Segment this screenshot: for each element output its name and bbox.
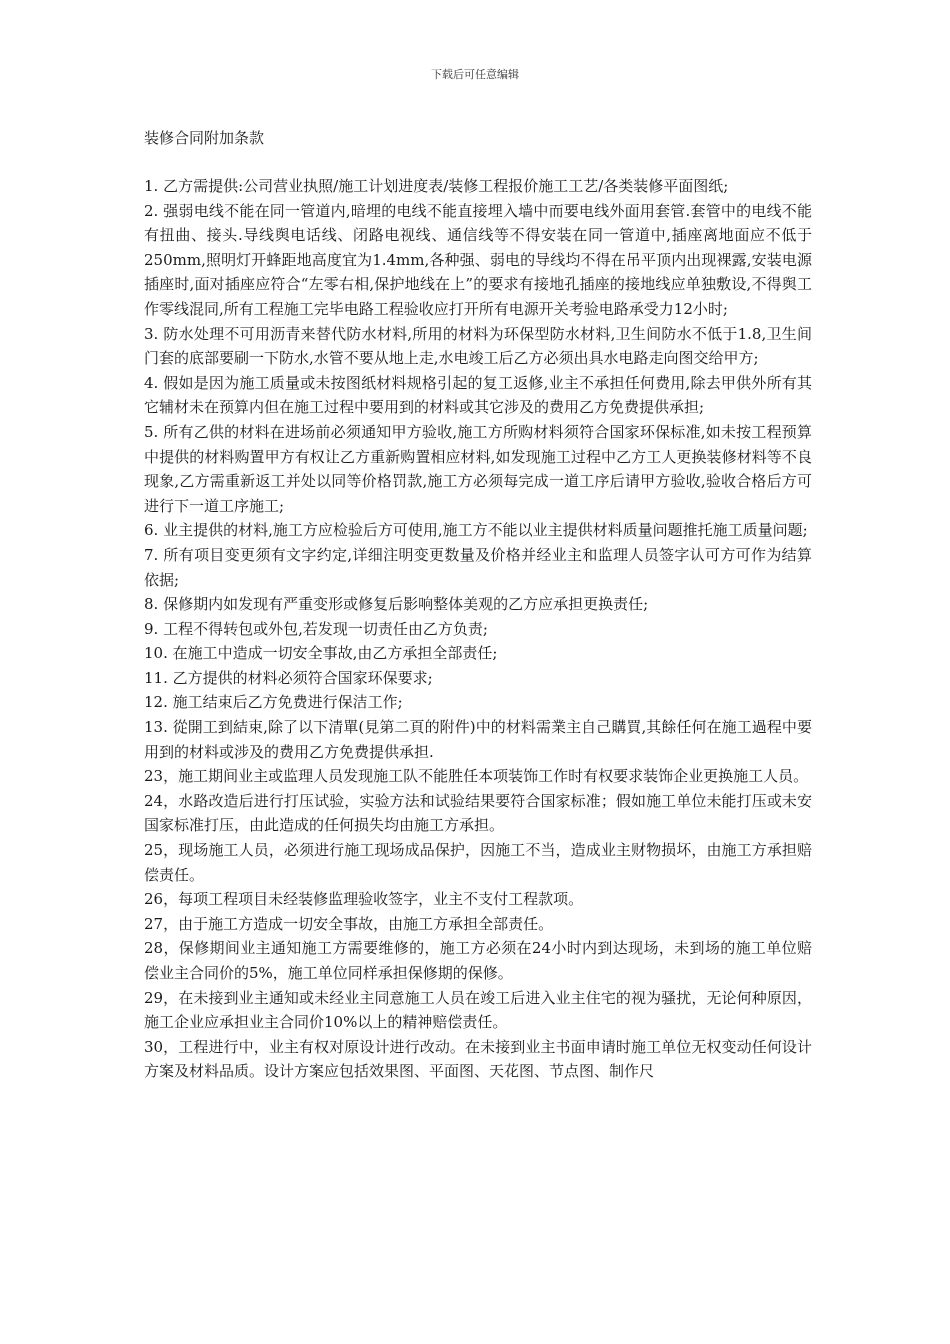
clause-13: 13. 從開工到結束,除了以下清單(見第二頁的附件)中的材料需業主自己購買,其餘任何在施工過程中要用到的材料或涉及的费用乙方免费提供承担. [144, 718, 812, 761]
clause-11: 11. 乙方提供的材料必须符合国家环保要求; [144, 668, 433, 687]
document-body [144, 174, 812, 1084]
document-title: 装修合同附加条款 [144, 129, 265, 147]
clause-27: 27，由于施工方造成一切安全事故，由施工方承担全部责任。 [144, 914, 554, 933]
clause-25: 25，现场施工人员，必须进行施工现场成品保护，因施工不当，造成业主财物损坏，由施工方承担赔偿责任。 [144, 841, 812, 884]
clause-8: 8. 保修期内如发现有严重变形或修复后影响整体美观的乙方应承担更换责任; [144, 595, 649, 614]
clause-30: 30，工程进行中，业主有权对原设计进行改动。在未接到业主书面申请时施工单位无权变动任何设计方案及材料品质。设计方案应包括效果图、平面图、天花图、节点图、制作尺 [144, 1037, 812, 1081]
clause-12: 12. 施工结束后乙方免费进行保洁工作; [144, 693, 403, 712]
clause-26: 26，每项工程项目未经装修监理验收签字，业主不支付工程款项。 [144, 890, 584, 909]
clause-5: 5. 所有乙供的材料在进场前必须通知甲方验收,施工方所购材料须符合国家环保标准,如未按工程预算中提供的材料购置甲方有权让乙方重新购置相应材料,如发现施工过程中乙方工人更换装修材料等不良现象,乙方需重新返工并处以同等价格罚款,施工方必须每完成一道工序后请甲方验收,验收合格后方可进行下一道工序施工; [144, 422, 812, 515]
clause-9: 9. 工程不得转包或外包,若发现一切责任由乙方负责; [144, 619, 488, 638]
clause-2: 2. 强弱电线不能在同一管道内,暗埋的电线不能直接埋入墙中而要电线外面用套管.套管中的电线不能有扭曲、接头.导线舆电话线、闭路电视线、通信线等不得安装在同一管道中,插座离地面应不低于250mm,照明灯开蜂距地高度宜为1.4mm,各种强、弱电的导线均不得在吊平顶内出现裸露,安装电源插座时,面对插座应符合“左零右相,保护地线在上”的要求有接地孔插座的接地线应单独敷设,不得舆工作零线混同,所有工程施工完毕电路工程验收应打开所有电源开关考验电路承受力12小时; [144, 201, 812, 318]
clause-6: 6. 业主提供的材料,施工方应检验后方可使用,施工方不能以业主提供材料质量问题推托施工质量问题; [144, 521, 808, 540]
header-note: 下载后可任意编辑 [431, 68, 519, 81]
clause-4: 4. 假如是因为施工质量或未按图纸材料规格引起的复工返修,业主不承担任何费用,除去甲供外所有其它辅材未在预算内但在施工过程中要用到的材料或其它涉及的费用乙方免费提供承担; [144, 373, 812, 417]
clause-24: 24，水路改造后进行打压试验，实验方法和试验结果要符合国家标准；假如施工单位未能打压或未安国家标准打压，由此造成的任何损失均由施工方承担。 [144, 791, 812, 835]
clause-3: 3. 防水处理不可用沥青来替代防水材料,所用的材料为环保型防水材料,卫生间防水不低于1.8,卫生间门套的底部要刷一下防水,水管不要从地上走,水电竣工后乙方必须出具水电路走向图交给甲方; [144, 324, 812, 368]
clause-1: 1. 乙方需提供:公司营业执照/施工计划进度表/装修工程报价施工工艺/各类装修平面图纸; [144, 177, 729, 195]
clause-29: 29，在未接到业主通知或未经业主同意施工人员在竣工后进入业主住宅的视为骚扰，无论何种原因，施工企业应承担业主合同价10%以上的精神赔偿责任。 [144, 988, 812, 1032]
clause-10: 10. 在施工中造成一切安全事故,由乙方承担全部责任; [144, 644, 498, 663]
clause-23: 23，施工期间业主或监理人员发现施工队不能胜任本项装饰工作时有权要求装饰企业更换施工人员。 [144, 767, 809, 786]
clause-7: 7. 所有项目变更须有文字约定,详细注明变更数量及价格并经业主和监理人员签字认可方可作为结算依据; [144, 545, 812, 589]
clause-28: 28，保修期间业主通知施工方需要维修的，施工方必须在24小时内到达现场，未到场的施工单位赔偿业主合同价的5%，施工单位同样承担保修期的保修。 [144, 939, 812, 982]
